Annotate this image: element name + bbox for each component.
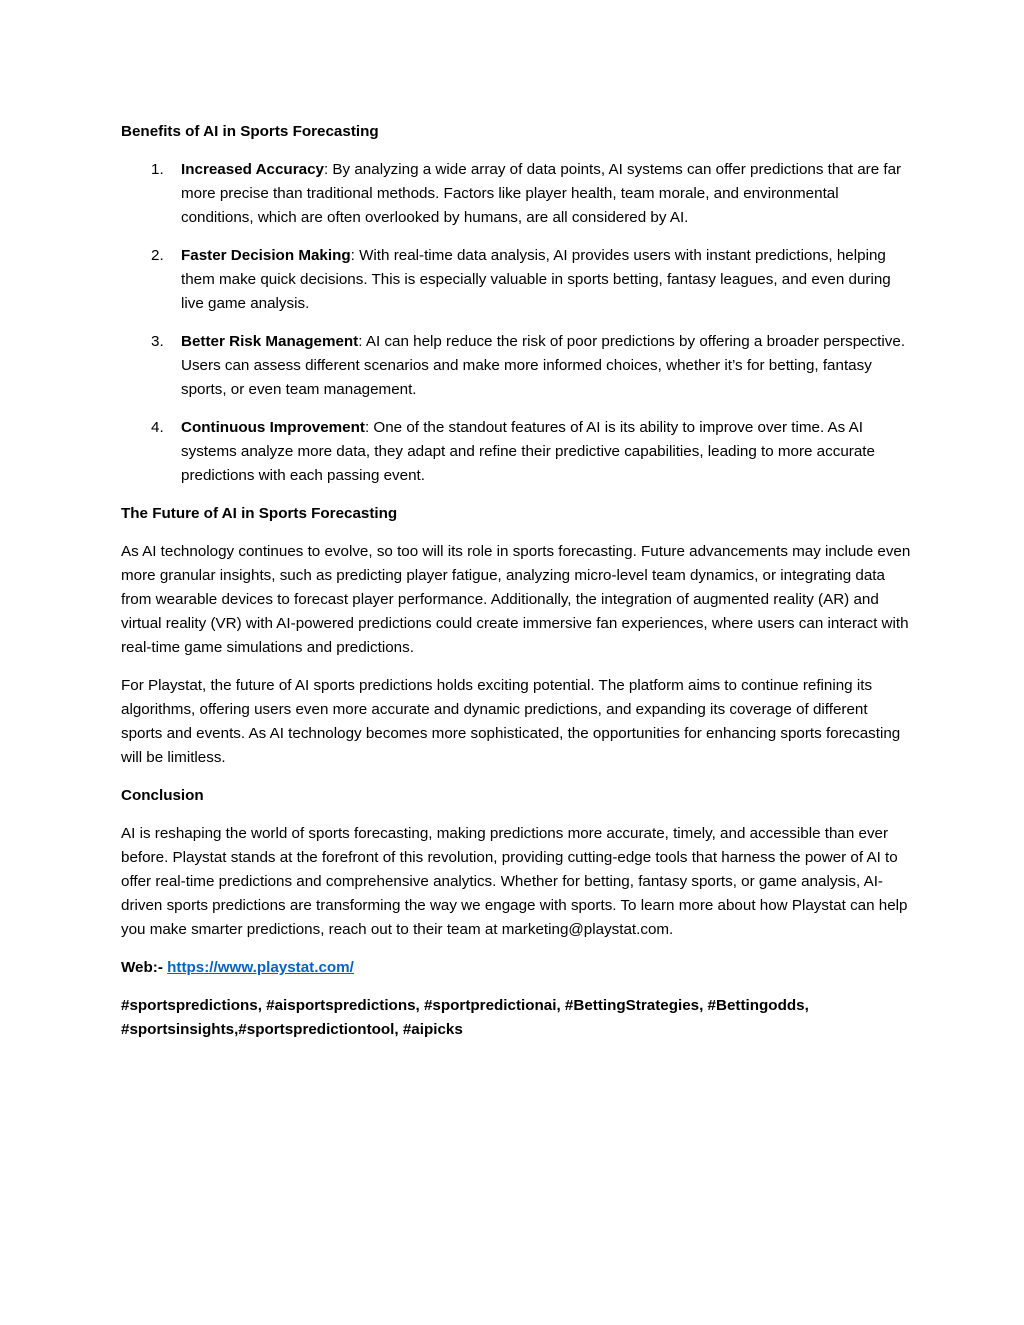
benefit-text: : One of the standout features of AI is its ability to improve over time. As AI systems analyze more data, they adapt and refine their predictive capabilities, leading to more accurate predictions with each passing event. bbox=[181, 419, 875, 484]
benefits-list bbox=[121, 158, 911, 488]
benefit-term: Increased Accuracy bbox=[181, 161, 324, 178]
website-link[interactable]: https://www.playstat.com/ bbox=[167, 959, 354, 976]
list-item bbox=[121, 416, 911, 488]
playstat-future-paragraph: For Playstat, the future of AI sports predictions holds exciting potential. The platform aims to continue refining its algorithms, offering users even more accurate and dynamic predictions, and expanding its coverage of different sports and events. As AI technology becomes more sophisticated, the opportunities for enhancing sports forecasting will be limitless. bbox=[121, 677, 901, 766]
future-heading: The Future of AI in Sports Forecasting bbox=[121, 505, 398, 522]
conclusion-heading: Conclusion bbox=[121, 787, 204, 804]
conclusion-paragraph: AI is reshaping the world of sports forecasting, making predictions more accurate, timely, and accessible than ever before. Playstat stands at the forefront of this revolution, providing cutting-edge tools that harness the power of AI to offer real-time predictions and comprehensive analytics. Whether for betting, fantasy sports, or game analysis, AI-driven sports predictions are transforming the way we engage with sports. To learn more about how Playstat can help you make smarter predictions, reach out to their team at marketing@playstat.com. bbox=[121, 825, 908, 938]
benefits-heading: Benefits of AI in Sports Forecasting bbox=[121, 123, 379, 140]
future-paragraph: As AI technology continues to evolve, so too will its role in sports forecasting. Future advancements may include even more granular insights, such as predicting player fatigue, analyzing micro-level team dynamics, or integrating data from wearable devices to forecast player performance. Additionally, the integration of augmented reality (AR) and virtual reality (VR) with AI-powered predictions could create immersive fan experiences, where users can interact with real-time game simulations and predictions. bbox=[121, 543, 911, 656]
list-number: 2. bbox=[151, 247, 164, 264]
hashtags-line: #sportspredictions, #aisportspredictions, #sportpredictionai, #BettingStrategies, #Bettingodds, bbox=[121, 997, 809, 1014]
hashtags bbox=[121, 994, 911, 1042]
benefit-text: : With real-time data analysis, AI provides users with instant predictions, helping them make quick decisions. This is especially valuable in sports betting, fantasy leagues, and even during live game analysis. bbox=[181, 247, 891, 312]
list-number: 1. bbox=[151, 161, 164, 178]
web-line bbox=[121, 956, 911, 980]
document-page bbox=[121, 120, 911, 1042]
benefit-text: : By analyzing a wide array of data points, AI systems can offer predictions that are far more precise than traditional methods. Factors like player health, team morale, and environmental conditions, which are often overlooked by humans, are all considered by AI. bbox=[181, 161, 902, 226]
benefit-text: : AI can help reduce the risk of poor predictions by offering a broader perspective. Users can assess different scenarios and make more informed choices, whether it’s for betting, fantasy sports, or even team management. bbox=[181, 333, 906, 398]
web-label: Web:- bbox=[121, 959, 168, 976]
benefit-term: Faster Decision Making bbox=[181, 247, 351, 264]
hashtags-line: #sportsinsights,#sportspredictiontool, #aipicks bbox=[121, 1021, 463, 1038]
list-item bbox=[121, 244, 911, 316]
list-item bbox=[121, 330, 911, 402]
benefit-term: Continuous Improvement bbox=[181, 419, 365, 436]
list-item bbox=[121, 158, 911, 230]
benefit-term: Better Risk Management bbox=[181, 333, 359, 350]
list-number: 3. bbox=[151, 333, 164, 350]
list-number: 4. bbox=[151, 419, 164, 436]
